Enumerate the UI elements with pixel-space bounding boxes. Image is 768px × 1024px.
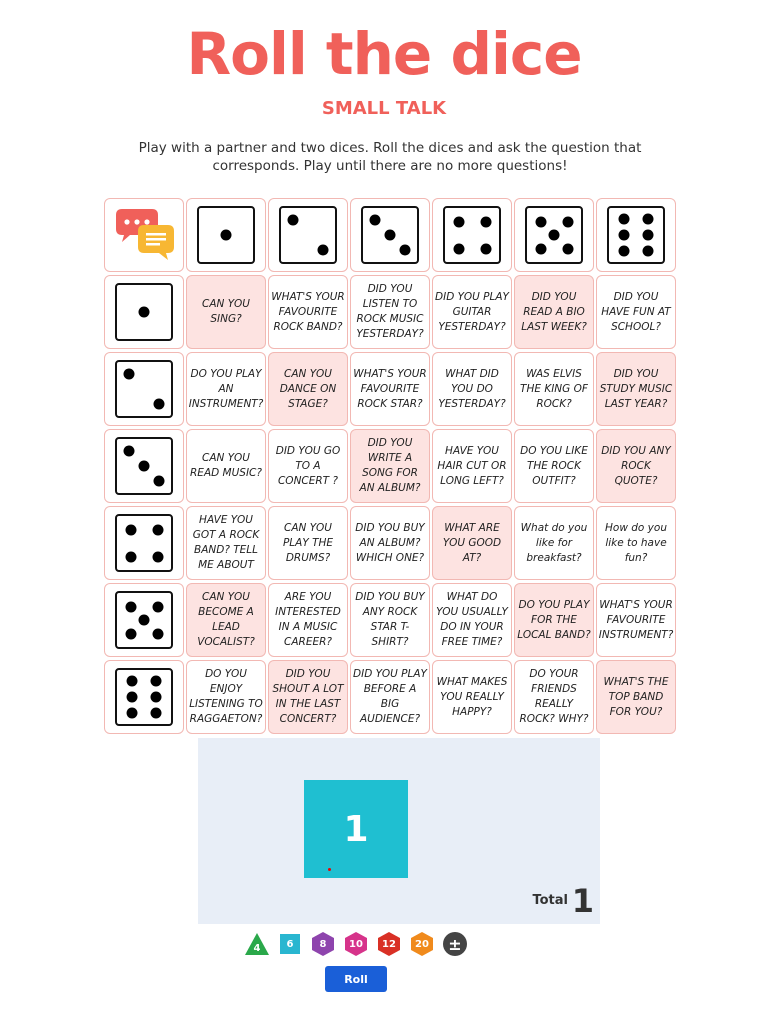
die-four-icon [115, 514, 173, 572]
die-pip [453, 243, 464, 254]
question-text: WHAT'S YOUR FAVOURITE ROCK BAND? [271, 290, 345, 333]
question-text: DID YOU BUY ANY ROCK STAR T-SHIRT? [355, 591, 425, 648]
column-header-die-4 [432, 198, 512, 272]
question-cell [514, 506, 594, 580]
die-pip [642, 246, 653, 257]
die-pip [318, 245, 329, 256]
d6-dice-icon[interactable] [277, 931, 303, 957]
question-text: DID YOU GO TO A CONCERT ? [275, 444, 341, 487]
die-pip [154, 476, 165, 487]
die-pip [453, 216, 464, 227]
dice-roller-panel [198, 738, 600, 924]
question-text: HAVE YOU GOT A ROCK BAND? TELL ME ABOUT [192, 514, 260, 571]
question-cell [268, 429, 348, 503]
die-six-icon [115, 668, 173, 726]
question-text: DID YOU SHOUT A LOT IN THE LAST CONCERT? [272, 668, 344, 725]
die-pip [123, 368, 134, 379]
die-pip [139, 307, 150, 318]
question-cell [186, 583, 266, 657]
question-cell [514, 275, 594, 349]
question-cell [596, 506, 676, 580]
question-cell [514, 352, 594, 426]
question-cell [186, 352, 266, 426]
die-pip [221, 230, 232, 241]
question-text: DID YOU WRITE A SONG FOR AN ALBUM? [359, 437, 421, 494]
question-cell [432, 275, 512, 349]
question-text: DID YOU READ A BIO LAST WEEK? [521, 290, 587, 333]
die-pip [642, 213, 653, 224]
die-pip [127, 708, 138, 719]
die-pip [125, 551, 136, 562]
die-pip [619, 246, 630, 257]
question-text: CAN YOU PLAY THE DRUMS? [282, 521, 334, 564]
die-pip [619, 230, 630, 241]
die-pip [154, 399, 165, 410]
die-five-icon [115, 591, 173, 649]
question-text: DO YOU LIKE THE ROCK OUTFIT? [520, 444, 588, 487]
question-text: CAN YOU SING? [202, 298, 250, 325]
question-cell [596, 583, 676, 657]
die-pip [480, 243, 491, 254]
question-text: DID YOU HAVE FUN AT SCHOOL? [601, 290, 671, 333]
die-five-icon [525, 206, 583, 264]
question-text: DID YOU PLAY BEFORE A BIG AUDIENCE? [353, 668, 427, 725]
die-pip [125, 601, 136, 612]
instructions-text: Play with a partner and two dices. Roll the dices and ask the question that corresponds. Play until there are no more questions! [138, 140, 642, 174]
die-pip [123, 445, 134, 456]
d10-dice-icon[interactable] [343, 931, 369, 957]
dice-type-label: 20 [415, 938, 429, 950]
die-one-icon [115, 283, 173, 341]
d20-dice-icon[interactable] [409, 931, 435, 957]
die-pip [535, 216, 546, 227]
question-text: DID YOU LISTEN TO ROCK MUSIC YESTERDAY? [356, 283, 424, 340]
question-text: DO YOUR FRIENDS REALLY ROCK? WHY? [519, 668, 589, 725]
die-pip [139, 461, 150, 472]
die-pip [125, 524, 136, 535]
die-pip [549, 230, 560, 241]
question-cell [432, 583, 512, 657]
question-cell [432, 429, 512, 503]
dice-type-label: 12 [382, 938, 396, 950]
question-cell [596, 660, 676, 734]
die-four-icon [443, 206, 501, 264]
question-text: WAS ELVIS THE KING OF ROCK? [520, 367, 588, 410]
dice-type-label: 4 [253, 942, 261, 954]
question-cell [596, 275, 676, 349]
question-cell [432, 352, 512, 426]
die-pip [152, 601, 163, 612]
die-pip [385, 230, 396, 241]
dice-type-label: 6 [286, 938, 294, 950]
row-header-die-1 [104, 275, 184, 349]
row-header-die-5 [104, 583, 184, 657]
cursor-dot [328, 868, 331, 871]
question-text: DID YOU BUY AN ALBUM? WHICH ONE? [355, 521, 425, 564]
die-pip [535, 243, 546, 254]
die-three-icon [115, 437, 173, 495]
question-grid [104, 198, 680, 734]
question-cell [596, 352, 676, 426]
question-cell [268, 583, 348, 657]
die-pip [127, 675, 138, 686]
dmodifier-dice-icon[interactable] [442, 931, 468, 957]
question-cell [186, 506, 266, 580]
question-text: WHAT ARE YOU GOOD AT? [442, 521, 502, 564]
question-cell [350, 660, 430, 734]
question-cell [350, 275, 430, 349]
question-text: CAN YOU READ MUSIC? [190, 452, 262, 479]
question-text: What do you like for breakfast? [520, 521, 588, 564]
dice-type-label: 10 [349, 938, 363, 950]
rolled-die[interactable]: 1 [304, 780, 408, 878]
die-two-icon [279, 206, 337, 264]
question-text: DO YOU PLAY AN INSTRUMENT? [188, 367, 264, 410]
row-header-die-6 [104, 660, 184, 734]
question-cell [432, 506, 512, 580]
question-cell [350, 583, 430, 657]
question-text: How do you like to have fun? [605, 521, 667, 564]
question-cell [186, 660, 266, 734]
die-one-icon [197, 206, 255, 264]
dice-type-label: 8 [319, 938, 327, 950]
question-cell [268, 660, 348, 734]
column-header-die-5 [514, 198, 594, 272]
question-text: CAN YOU BECOME A LEAD VOCALIST? [197, 591, 255, 648]
question-text: DID YOU PLAY GUITAR YESTERDAY? [435, 290, 509, 333]
d8-dice-icon[interactable] [310, 931, 336, 957]
die-pip [125, 628, 136, 639]
total-label: Total [532, 893, 568, 908]
die-three-icon [361, 206, 419, 264]
header-corner [104, 198, 184, 272]
question-cell [268, 506, 348, 580]
die-pip [139, 615, 150, 626]
question-cell [596, 429, 676, 503]
question-cell [432, 660, 512, 734]
roll-button[interactable]: Roll [325, 966, 387, 992]
chat-bubbles-icon [112, 207, 176, 263]
question-cell [350, 352, 430, 426]
question-cell [186, 275, 266, 349]
die-pip [150, 675, 161, 686]
question-cell [268, 352, 348, 426]
die-pip [150, 708, 161, 719]
d12-dice-icon[interactable] [376, 931, 402, 957]
row-header-die-4 [104, 506, 184, 580]
question-text: WHAT'S YOUR FAVOURITE ROCK STAR? [353, 367, 427, 410]
question-cell [514, 583, 594, 657]
question-text: CAN YOU DANCE ON STAGE? [279, 367, 337, 410]
question-cell [186, 429, 266, 503]
question-cell [514, 429, 594, 503]
die-pip [480, 216, 491, 227]
column-header-die-3 [350, 198, 430, 272]
question-text: WHAT'S YOUR FAVOURITE INSTRUMENT? [598, 598, 674, 641]
die-two-icon [115, 360, 173, 418]
die-pip [127, 692, 138, 703]
row-header-die-3 [104, 429, 184, 503]
question-cell [350, 506, 430, 580]
page-subtitle: SMALL TALK [321, 98, 447, 119]
question-text: ARE YOU INTERESTED IN A MUSIC CAREER? [275, 591, 341, 648]
question-text: DID YOU ANY ROCK QUOTE? [601, 444, 671, 487]
question-text: DO YOU PLAY FOR THE LOCAL BAND? [517, 598, 591, 641]
dice-type-label: ± [448, 934, 462, 954]
die-six-icon [607, 206, 665, 264]
die-pip [562, 243, 573, 254]
total-value: 1 [571, 882, 594, 920]
d4-dice-icon[interactable] [244, 931, 270, 957]
die-pip [619, 213, 630, 224]
question-cell [350, 429, 430, 503]
column-header-die-6 [596, 198, 676, 272]
question-cell [514, 660, 594, 734]
dice-type-selector [244, 930, 468, 958]
question-text: HAVE YOU HAIR CUT OR LONG LEFT? [437, 444, 507, 487]
die-pip [369, 214, 380, 225]
row-header-die-2 [104, 352, 184, 426]
die-pip [152, 628, 163, 639]
column-header-die-2 [268, 198, 348, 272]
die-pip [287, 214, 298, 225]
die-pip [400, 245, 411, 256]
question-text: WHAT DID YOU DO YESTERDAY? [438, 367, 506, 410]
question-cell [268, 275, 348, 349]
page-title: Roll the dice [186, 20, 582, 88]
question-text: DID YOU STUDY MUSIC LAST YEAR? [599, 367, 673, 410]
die-pip [642, 230, 653, 241]
question-text: WHAT DO YOU USUALLY DO IN YOUR FREE TIME? [436, 591, 508, 648]
question-text: WHAT MAKES YOU REALLY HAPPY? [436, 675, 508, 718]
die-pip [152, 524, 163, 535]
column-header-die-1 [186, 198, 266, 272]
die-pip [152, 551, 163, 562]
question-text: DO YOU ENJOY LISTENING TO RAGGAETON? [189, 668, 263, 725]
die-pip [150, 692, 161, 703]
die-pip [562, 216, 573, 227]
question-text: WHAT'S THE TOP BAND FOR YOU? [603, 675, 669, 718]
